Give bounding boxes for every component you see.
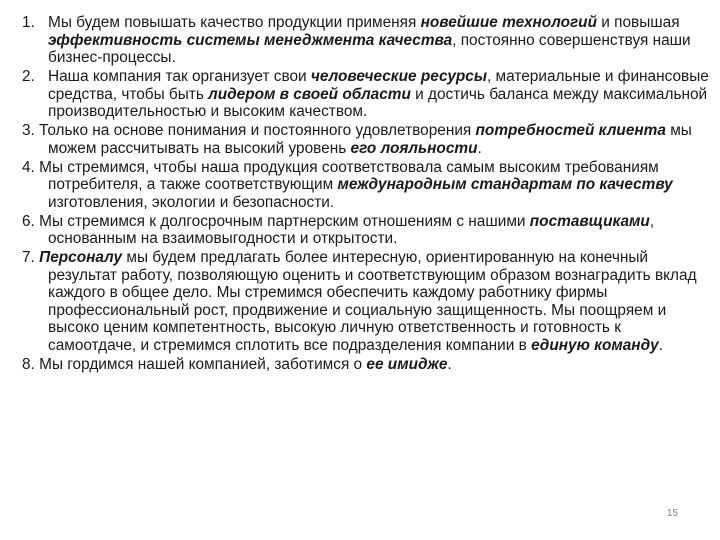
item-text: Мы стремимся к долгосрочным партнерским отношениям с нашими	[39, 212, 530, 230]
item-number: 4.	[22, 158, 35, 176]
item-text: Наша компания так организует свои	[48, 68, 311, 86]
item-text: .	[658, 336, 663, 354]
item-text: , материальные и финансовые средства, чтобы быть	[48, 68, 709, 103]
emphasis: человеческие ресурсы	[310, 68, 487, 86]
item-text: , основанным на взаимовыгодности и открытости.	[48, 212, 655, 248]
emphasis: его лояльности	[350, 139, 478, 157]
emphasis: потребностей клиента	[475, 122, 666, 140]
emphasis: единую команду	[531, 336, 659, 354]
list-item-1	[22, 14, 712, 67]
page-number: 15	[666, 508, 678, 519]
item-text: и повышая	[597, 14, 680, 31]
item-number: 7.	[22, 249, 35, 267]
emphasis: лидером в своей области	[208, 85, 411, 103]
item-text: .	[447, 356, 452, 374]
item-number: 1.	[22, 14, 35, 31]
list-item-7	[22, 249, 712, 354]
policy-list	[22, 14, 712, 375]
item-text: Мы будем повышать качество продукции применяя	[48, 14, 421, 31]
item-text: , постоянно совершенствуя наши бизнес-процессы.	[48, 31, 691, 66]
emphasis: международным стандартам по качеству	[337, 176, 673, 194]
item-text: Мы гордимся нашей компанией, заботимся о	[39, 356, 367, 374]
emphasis: Персоналу	[39, 249, 123, 267]
emphasis: эффективность системы менеджмента качества	[48, 31, 453, 49]
emphasis: ее имидже	[366, 356, 448, 374]
item-text: мы будем предлагать более интересную, ориентированную на конечный результат работу, позволяющую оценить и соответствующим образом вознаградить вклад каждого в общее дело. Мы стремимся обеспечить каждому работнику фирмы профессиональный рост, продвижение и социальную защищенность. Мы поощряем и высоко ценим компетентность, высокую личную ответственность и готовность к самоотдаче, и стремимся сплотить все подразделения компании в	[48, 249, 697, 354]
item-text: Мы стремимся, чтобы наша продукция соответствовала самым высоким требованиям потребителя, а также соответствующим	[39, 158, 659, 194]
list-item-3	[22, 122, 712, 157]
list-item-6	[22, 213, 712, 248]
item-number: 2.	[22, 68, 35, 86]
list-item-8	[22, 356, 712, 374]
item-text: изготовления, экологии и безопасности.	[48, 193, 335, 211]
item-text: и достичь баланса между максимальной производительностью и высоким качеством.	[48, 85, 708, 121]
item-text: Только на основе понимания и постоянного удовлетворения	[39, 122, 476, 140]
emphasis: поставщиками	[529, 212, 650, 230]
item-number: 8.	[22, 356, 35, 374]
item-number: 3.	[22, 122, 35, 140]
item-text: мы можем рассчитывать на высокий уровень	[48, 122, 692, 157]
item-text: .	[477, 139, 482, 157]
item-number: 6.	[22, 212, 35, 230]
emphasis: новейшие технологий	[420, 14, 597, 31]
list-item-4	[22, 159, 712, 212]
list-item-2	[22, 68, 712, 121]
